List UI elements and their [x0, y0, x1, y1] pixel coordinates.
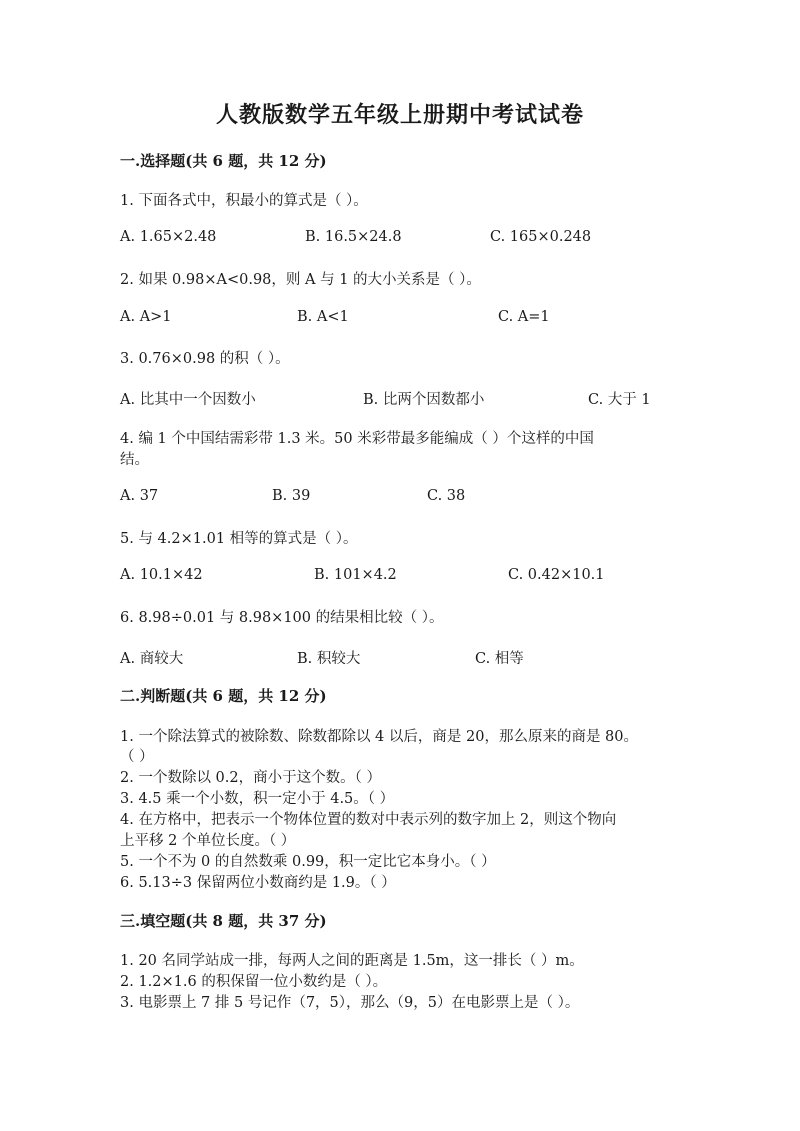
question-text: 1. 下面各式中，积最小的算式是（ ）。 — [120, 193, 368, 209]
section-heading: 三.填空题(共 8 题，共 37 分) — [120, 912, 327, 930]
option-b: B. A<1 — [297, 309, 349, 325]
judgment-line: 3. 4.5 乘一个小数，积一定小于 4.5。（ ） — [120, 791, 395, 807]
question-text-continued: 结。 — [120, 452, 149, 468]
section-heading: 一.选择题(共 6 题，共 12 分) — [120, 152, 327, 170]
option-b: B. 39 — [272, 488, 311, 504]
option-b: B. 101×4.2 — [314, 567, 397, 583]
section-heading: 二.判断题(共 6 题，共 12 分) — [120, 687, 327, 705]
question-text: 6. 8.98÷0.01 与 8.98×100 的结果相比较（ ）。 — [120, 610, 444, 626]
option-c: C. 0.42×10.1 — [508, 567, 605, 583]
option-b: B. 比两个因数都小 — [363, 392, 485, 408]
option-a: A. 1.65×2.48 — [120, 229, 217, 245]
option-a: A. A>1 — [120, 309, 172, 325]
option-c: C. 165×0.248 — [490, 229, 592, 245]
option-b: B. 16.5×24.8 — [305, 229, 402, 245]
question-text: 5. 与 4.2×1.01 相等的算式是（ ）。 — [120, 531, 358, 547]
judgment-line: 2. 一个数除以 0.2，商小于这个数。（ ） — [120, 770, 381, 786]
option-c: C. 相等 — [475, 651, 524, 667]
option-b: B. 积较大 — [297, 651, 361, 667]
option-a: A. 10.1×42 — [120, 567, 203, 583]
option-c: C. A=1 — [498, 309, 550, 325]
option-c: C. 38 — [427, 488, 466, 504]
judgment-line: 4. 在方格中，把表示一个物体位置的数对中表示列的数字加上 2，则这个物向 — [120, 812, 617, 828]
option-a: A. 37 — [120, 488, 159, 504]
question-text: 3. 0.76×0.98 的积（ ）。 — [120, 351, 290, 367]
fill-blank-line: 1. 20 名同学站成一排，每两人之间的距离是 1.5m，这一排长（ ）m。 — [120, 953, 584, 969]
option-a: A. 比其中一个因数小 — [120, 392, 256, 408]
judgment-line: 上平移 2 个单位长度。（ ） — [120, 833, 296, 849]
page-title: 人教版数学五年级上册期中考试试卷 — [215, 102, 584, 128]
fill-blank-line: 3. 电影票上 7 排 5 号记作（7，5），那么（9，5）在电影票上是（ ）。 — [120, 995, 580, 1011]
fill-blank-line: 2. 1.2×1.6 的积保留一位小数约是（ ）。 — [120, 974, 388, 990]
judgment-line: 1. 一个除法算式的被除数、除数都除以 4 以后，商是 20，那么原来的商是 80。 — [120, 729, 639, 745]
option-a: A. 商较大 — [120, 651, 184, 667]
question-text: 4. 编 1 个中国结需彩带 1.3 米。50 米彩带最多能编成（ ）个这样的中国 — [120, 431, 594, 447]
option-c: C. 大于 1 — [588, 392, 651, 408]
question-text: 2. 如果 0.98×A<0.98，则 A 与 1 的大小关系是（ ）。 — [120, 272, 481, 288]
judgment-line: （ ） — [120, 749, 154, 765]
judgment-line: 5. 一个不为 0 的自然数乘 0.99，积一定比它本身小。（ ） — [120, 854, 496, 870]
judgment-line: 6. 5.13÷3 保留两位小数商约是 1.9。（ ） — [120, 875, 396, 891]
